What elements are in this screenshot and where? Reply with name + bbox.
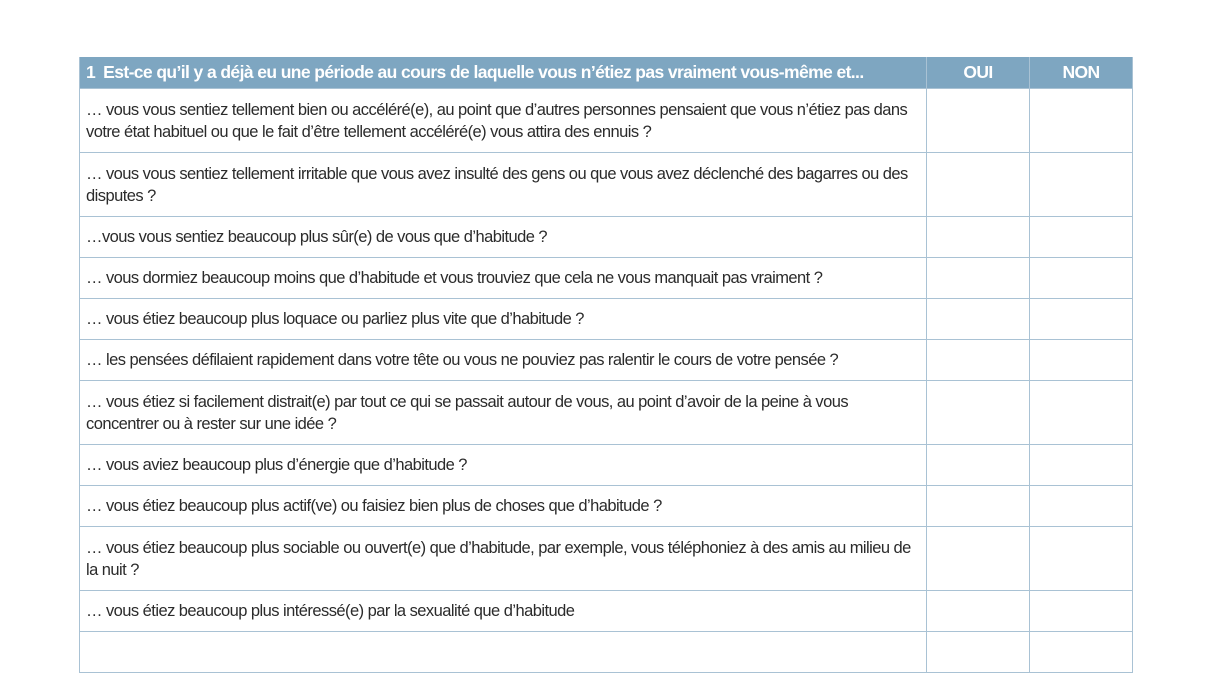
- answer-cell-no[interactable]: [1030, 299, 1133, 340]
- answer-cell-no[interactable]: [1030, 217, 1133, 258]
- question-text: … vous étiez si facilement distrait(e) par tout ce qui se passait autour de vous, au point d’avoir de la peine à vous concentrer ou à rester sur une idée ?: [80, 381, 927, 445]
- table-row: [80, 258, 1133, 299]
- column-header-no: NON: [1030, 57, 1133, 89]
- screening-questionnaire-table: [79, 57, 1133, 673]
- question-text: … vous étiez beaucoup plus loquace ou parliez plus vite que d’habitude ?: [80, 299, 927, 340]
- answer-cell-no[interactable]: [1030, 381, 1133, 445]
- answer-cell-yes[interactable]: [927, 591, 1030, 632]
- table-row: [80, 340, 1133, 381]
- answer-cell-no[interactable]: [1030, 153, 1133, 217]
- table-row: [80, 217, 1133, 258]
- question-text: … vous dormiez beaucoup moins que d’habitude et vous trouviez que cela ne vous manquait pas vraiment ?: [80, 258, 927, 299]
- column-header-yes: OUI: [927, 57, 1030, 89]
- question-text: … vous étiez beaucoup plus intéressé(e) par la sexualité que d’habitude: [80, 591, 927, 632]
- question-text: …vous vous sentiez beaucoup plus sûr(e) de vous que d’habitude ?: [80, 217, 927, 258]
- table-row: [80, 445, 1133, 486]
- table-row: [80, 89, 1133, 153]
- question-text: … vous aviez beaucoup plus d’énergie que d’habitude ?: [80, 445, 927, 486]
- table-row: [80, 486, 1133, 527]
- answer-cell-yes[interactable]: [927, 486, 1030, 527]
- answer-cell-no[interactable]: [1030, 340, 1133, 381]
- answer-cell-no[interactable]: [1030, 486, 1133, 527]
- answer-cell-yes[interactable]: [927, 381, 1030, 445]
- answer-cell-no[interactable]: [1030, 258, 1133, 299]
- answer-cell-yes[interactable]: [927, 527, 1030, 591]
- question-header: [80, 57, 927, 89]
- answer-cell-no[interactable]: [1030, 445, 1133, 486]
- answer-cell-no[interactable]: [1030, 89, 1133, 153]
- answer-cell-yes[interactable]: [927, 632, 1030, 673]
- table-row: [80, 632, 1133, 673]
- table-row: [80, 381, 1133, 445]
- answer-cell-no[interactable]: [1030, 527, 1133, 591]
- question-text: … vous vous sentiez tellement bien ou accéléré(e), au point que d’autres personnes pensaient que vous n’étiez pas dans votre état habituel ou que le fait d’être tellement accéléré(e) vous attira des ennuis ?: [80, 89, 927, 153]
- question-header-text: Est-ce qu’il y a déjà eu une période au cours de laquelle vous n’étiez pas vraiment vous-même et...: [103, 62, 864, 82]
- question-text: … vous étiez beaucoup plus sociable ou ouvert(e) que d’habitude, par exemple, vous téléphoniez à des amis au milieu de la nuit ?: [80, 527, 927, 591]
- table-row: [80, 299, 1133, 340]
- answer-cell-yes[interactable]: [927, 89, 1030, 153]
- question-text: … vous vous sentiez tellement irritable que vous avez insulté des gens ou que vous avez déclenché des bagarres ou des disputes ?: [80, 153, 927, 217]
- question-text: [80, 632, 927, 673]
- question-number: 1: [86, 62, 96, 82]
- answer-cell-no[interactable]: [1030, 591, 1133, 632]
- answer-cell-yes[interactable]: [927, 217, 1030, 258]
- question-text: … vous étiez beaucoup plus actif(ve) ou faisiez bien plus de choses que d’habitude ?: [80, 486, 927, 527]
- answer-cell-no[interactable]: [1030, 632, 1133, 673]
- table-row: [80, 591, 1133, 632]
- table-header-row: [80, 57, 1133, 89]
- answer-cell-yes[interactable]: [927, 299, 1030, 340]
- answer-cell-yes[interactable]: [927, 445, 1030, 486]
- answer-cell-yes[interactable]: [927, 258, 1030, 299]
- table-row: [80, 153, 1133, 217]
- question-text: … les pensées défilaient rapidement dans votre tête ou vous ne pouviez pas ralentir le cours de votre pensée ?: [80, 340, 927, 381]
- answer-cell-yes[interactable]: [927, 153, 1030, 217]
- answer-cell-yes[interactable]: [927, 340, 1030, 381]
- table-row: [80, 527, 1133, 591]
